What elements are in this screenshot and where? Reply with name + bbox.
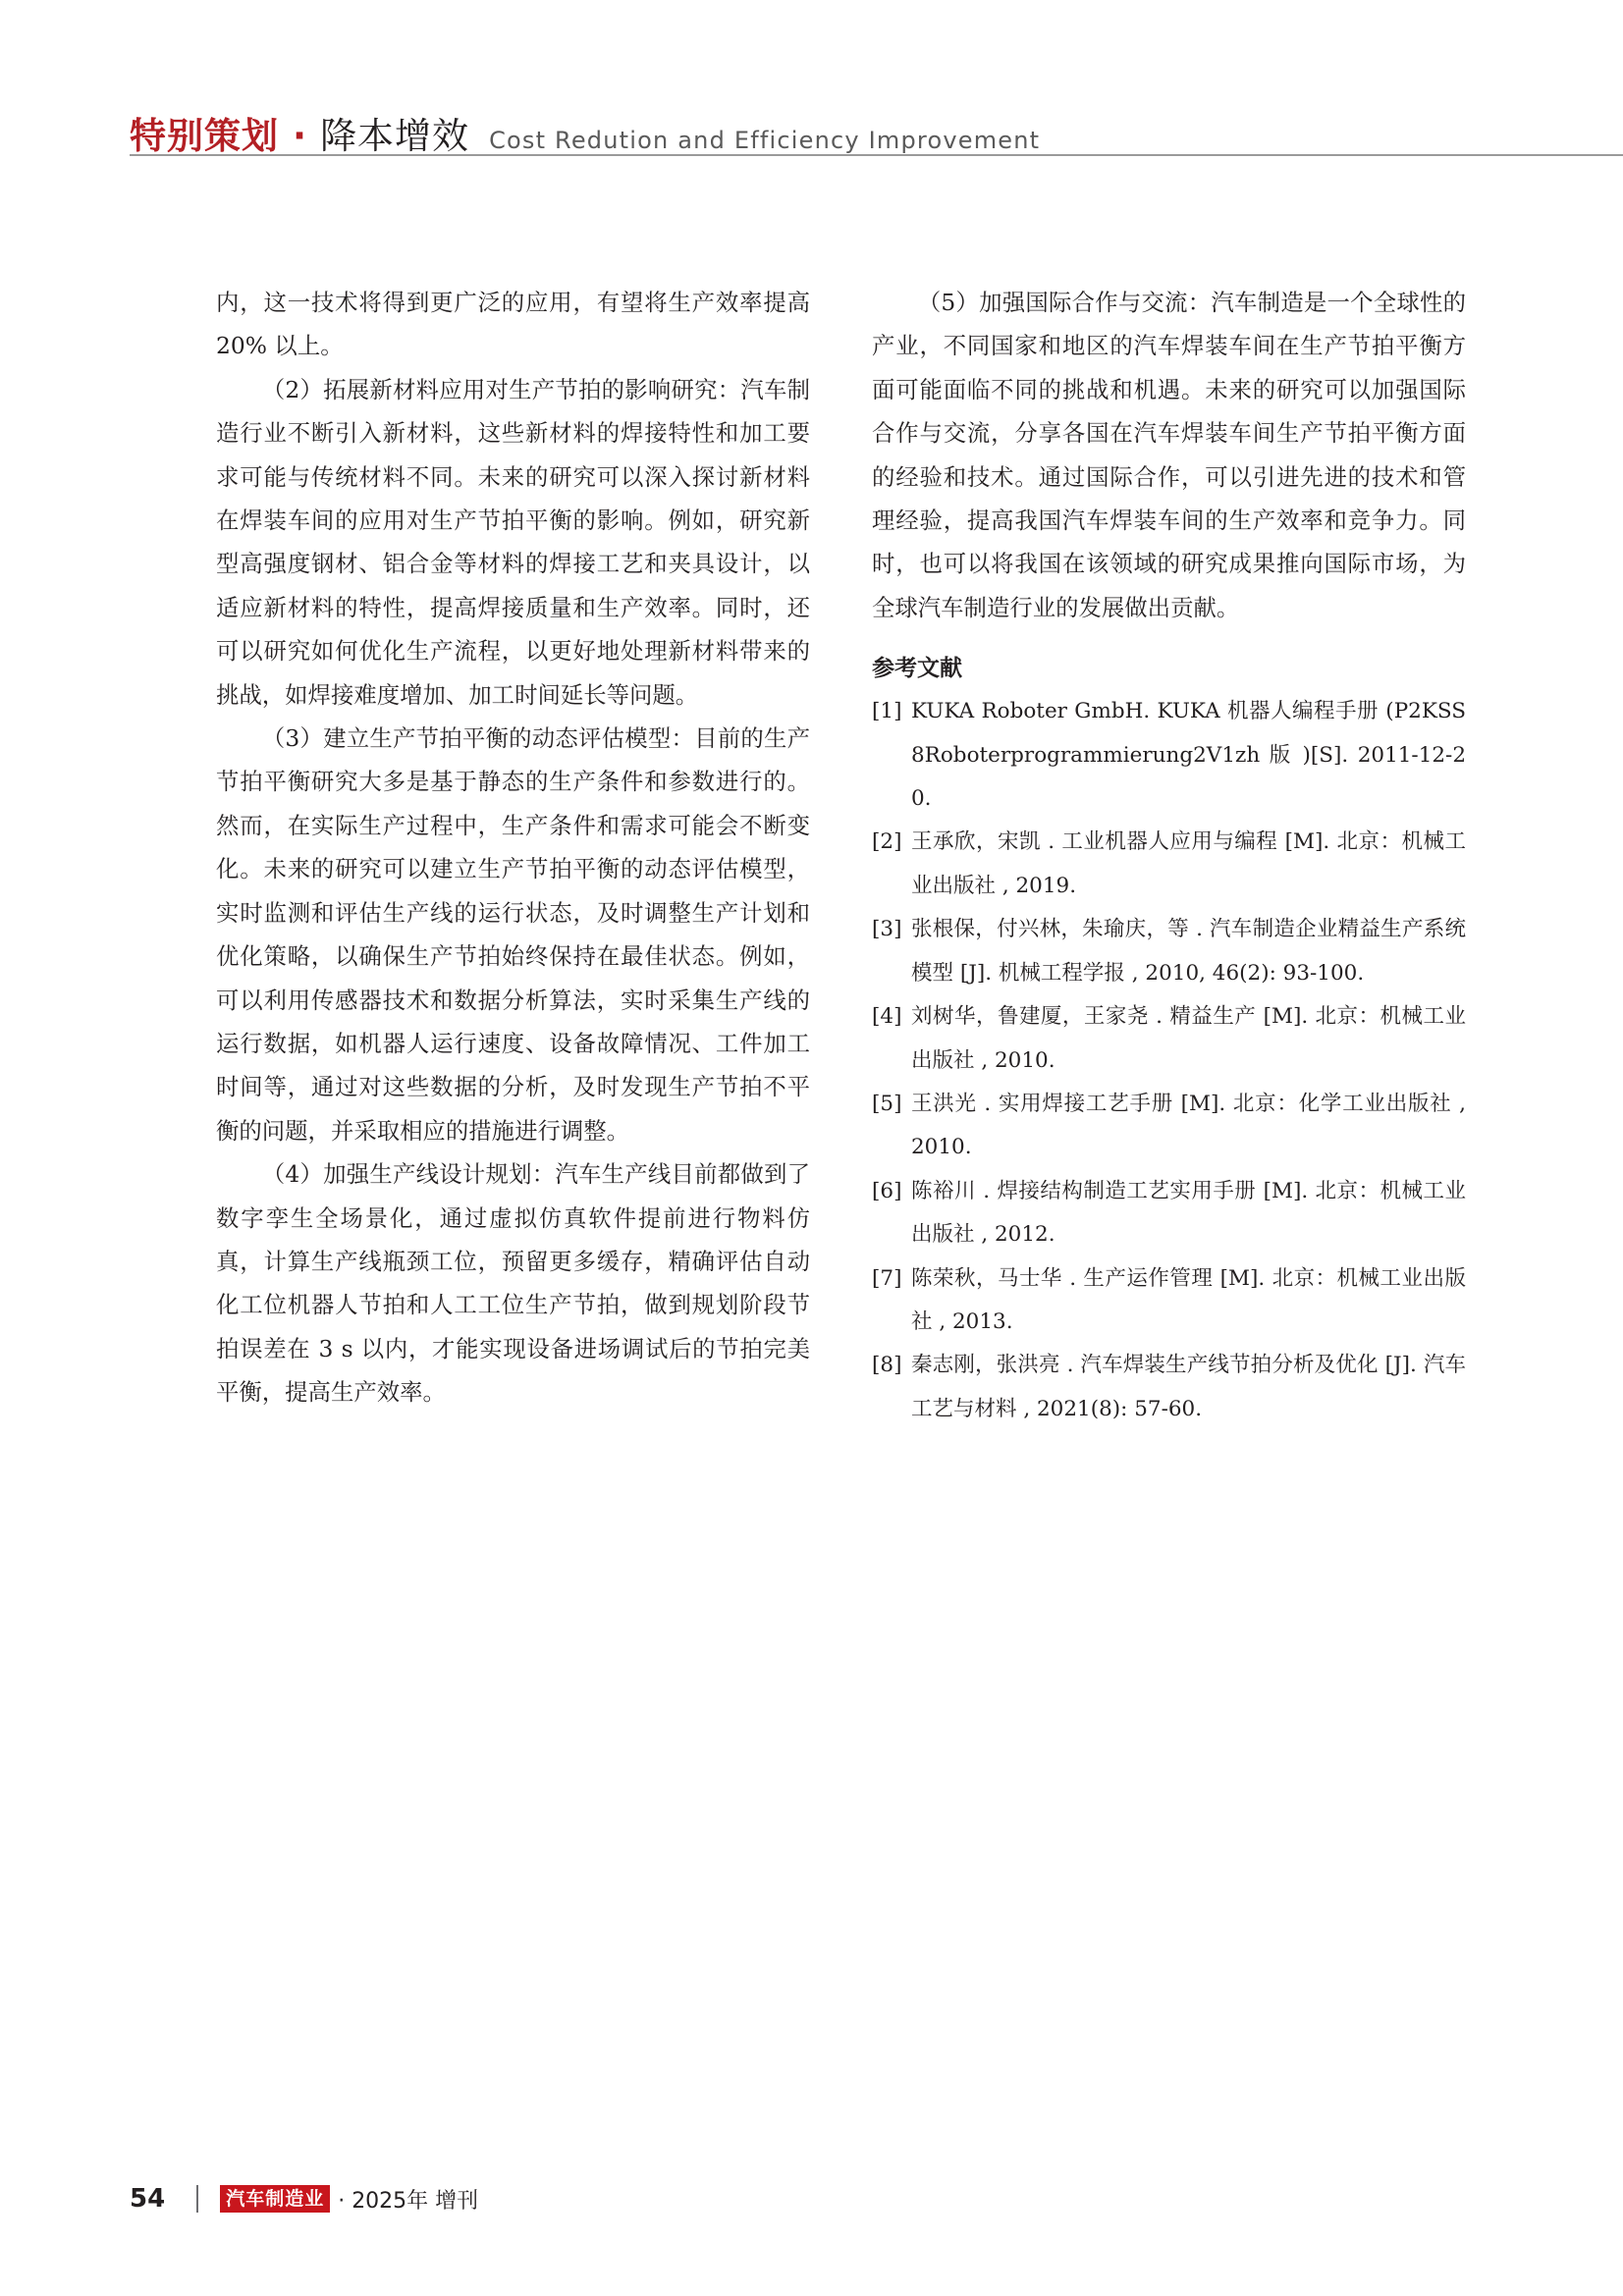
reference-item [872,908,1466,995]
header-topic-title: 降本增效 [320,115,470,157]
reference-item [872,1257,1466,1345]
reference-text: 张根保，付兴林，朱瑜庆，等 . 汽车制造企业精益生产系统模型 [J]. 机械工程学报 , 2010, 46(2): 93-100. [911,917,1466,986]
header-english-title: Cost Redution and Efficiency Improvement [489,127,1041,154]
reference-number: [5] [872,1091,902,1116]
reference-text: 王洪光 . 实用焊接工艺手册 [M]. 北京：化学工业出版社 , 2010. [911,1091,1466,1160]
header-divider [130,154,1623,156]
magazine-logo: 汽车制造业 [220,2185,330,2213]
body-paragraph: （4）加强生产线设计规划：汽车生产线目前都做到了数字孪生全场景化，通过虚拟仿真软件提前进行物料仿真，计算生产线瓶颈工位，预留更多缓存，精确评估自动化工位机器人节拍和人工工位生产节拍，做到规划阶段节拍误差在 3 s 以内，才能实现设备进场调试后的节拍完美平衡，提高生产效率。 [216,1160,810,1407]
page-footer [130,2181,478,2216]
issue-label: · 2025年 增刊 [338,2188,479,2214]
reference-number: [6] [872,1178,902,1203]
body-paragraph: （2）拓展新材料应用对生产节拍的影响研究：汽车制造行业不断引入新材料，这些新材料的焊接特性和加工要求可能与传统材料不同。未来的研究可以深入探讨新材料在焊装车间的应用对生产节拍平衡的影响。例如，研究新型高强度钢材、铝合金等材料的焊接工艺和夹具设计，以适应新材料的特性，提高焊接质量和生产效率。同时，还可以研究如何优化生产流程，以更好地处理新材料带来的挑战，如焊接难度增加、加工时间延长等问题。 [216,375,810,709]
header-section-title: 特别策划 [130,115,279,157]
reference-item [872,1083,1466,1170]
reference-item [872,995,1466,1083]
reference-number: [8] [872,1353,902,1378]
reference-item [872,1170,1466,1257]
reference-number: [1] [872,699,902,724]
left-column [216,281,810,1415]
reference-item [872,690,1466,821]
reference-text: 陈荣秋，马士华 . 生产运作管理 [M]. 北京：机械工业出版社 , 2013. [911,1265,1466,1334]
header-dot: · [293,115,307,157]
footer-divider [196,2185,198,2213]
reference-text: KUKA Roboter GmbH. KUKA 机器人编程手册 (P2KSS8Roboterprogrammierung2V1zh 版 )[S]. 2011-12-20. [911,699,1466,812]
reference-number: [4] [872,1004,902,1030]
reference-number: [2] [872,829,902,855]
references-heading: 参考文献 [872,656,962,682]
reference-number: [7] [872,1265,902,1291]
reference-text: 王承欣，宋凯 . 工业机器人应用与编程 [M]. 北京：机械工业出版社 , 2019. [911,829,1466,898]
reference-item [872,821,1466,908]
page-number: 54 [130,2184,166,2214]
body-paragraph: （5）加强国际合作与交流：汽车制造是一个全球性的产业，不同国家和地区的汽车焊装车间在生产节拍平衡方面可能面临不同的挑战和机遇。未来的研究可以加强国际合作与交流，分享各国在汽车焊装车间生产节拍平衡方面的经验和技术。通过国际合作，可以引进先进的技术和管理经验，提高我国汽车焊装车间的生产效率和竞争力。同时，也可以将我国在该领域的研究成果推向国际市场，为全球汽车制造行业的发展做出贡献。 [872,289,1466,621]
body-paragraph: （3）建立生产节拍平衡的动态评估模型：目前的生产节拍平衡研究大多是基于静态的生产条件和参数进行的。然而，在实际生产过程中，生产条件和需求可能会不断变化。未来的研究可以建立生产节拍平衡的动态评估模型，实时监测和评估生产线的运行状态，及时调整生产计划和优化策略，以确保生产节拍始终保持在最佳状态。例如，可以利用传感器技术和数据分析算法，实时采集生产线的运行数据，如机器人运行速度、设备故障情况、工件加工时间等，通过对这些数据的分析，及时发现生产节拍不平衡的问题，并采取相应的措施进行调整。 [216,724,810,1145]
running-header [130,106,1040,157]
reference-text: 秦志刚，张洪亮 . 汽车焊装生产线节拍分析及优化 [J]. 汽车工艺与材料 , 2021(8): 57-60. [911,1353,1466,1421]
reference-text: 陈裕川 . 焊接结构制造工艺实用手册 [M]. 北京：机械工业出版社 , 2012. [911,1178,1466,1248]
reference-item [872,1344,1466,1431]
body-paragraph: 内，这一技术将得到更广泛的应用，有望将生产效率提高 20% 以上。 [216,289,810,360]
reference-text: 刘树华，鲁建厦，王家尧 . 精益生产 [M]. 北京：机械工业出版社 , 2010. [911,1004,1466,1073]
right-column [872,281,1466,1431]
reference-number: [3] [872,917,902,942]
